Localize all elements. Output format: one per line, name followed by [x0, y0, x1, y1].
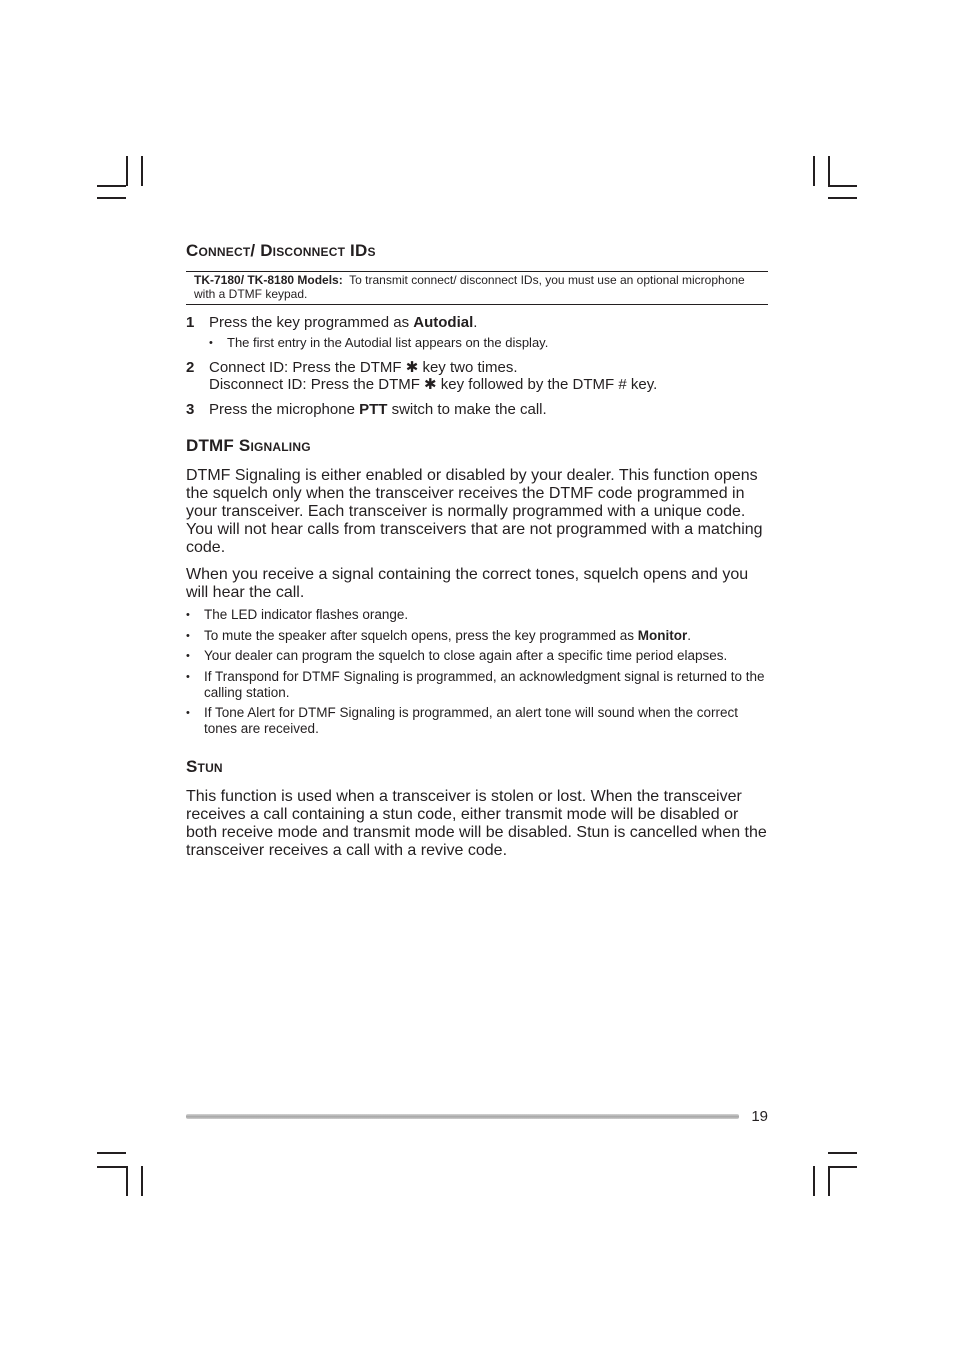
step-keyword: Autodial: [413, 314, 474, 331]
step-text: Press the microphone: [209, 401, 360, 418]
list-item: • If Transpond for DTMF Signaling is programmed, an acknowledgment signal is returned to the calling station.: [186, 669, 768, 701]
stun-paragraph: This function is used when a transceiver is stolen or lost. When the transceiver receives a call containing a stun code, either transmit mode will be disabled or both receive mode and transmit mode will be disabled. Stun is cancelled when the transceiver receives a call with a revive code.: [186, 788, 767, 859]
crop-mark: [828, 185, 857, 187]
section-heading-connect: Connect/ Disconnect IDs: [186, 241, 376, 260]
step-text: .: [473, 314, 478, 331]
dtmf-paragraph-2: When you receive a signal containing the correct tones, squelch opens and you will hear the call.: [186, 566, 749, 601]
footer-rule: [186, 1114, 739, 1119]
crop-mark: [828, 1166, 830, 1196]
crop-mark: [97, 197, 126, 199]
step-3: [186, 401, 768, 418]
step-1-bullet: • The first entry in the Autodial list appears on the display.: [209, 335, 768, 351]
crop-mark: [141, 156, 143, 186]
crop-mark: [97, 185, 126, 187]
step-text: Connect ID: Press the DTMF ✱ key two times.: [209, 359, 518, 376]
crop-mark: [97, 1152, 126, 1154]
step-number: 3: [186, 401, 195, 418]
crop-mark: [126, 1166, 128, 1196]
step-1: [186, 314, 768, 351]
dtmf-bullets: [186, 607, 768, 737]
dtmf-paragraph-1: DTMF Signaling is either enabled or disabled by your dealer. This function opens the squelch only when the transceiver receives the DTMF code programmed in your transceiver. Each transceiver is normally programmed with a unique code. You will not hear calls from transceivers that are not programmed with a matching code.: [186, 467, 763, 556]
crop-mark: [97, 1166, 126, 1168]
step-text: switch to make the call.: [387, 401, 547, 418]
crop-mark: [828, 1166, 857, 1168]
page-number: 19: [751, 1108, 768, 1125]
page-content: [186, 240, 768, 869]
crop-mark: [126, 156, 128, 186]
crop-mark: [141, 1166, 143, 1196]
crop-mark: [828, 197, 857, 199]
step-2: [186, 359, 768, 393]
section-heading-stun: Stun: [186, 757, 223, 776]
step-number: 2: [186, 359, 195, 376]
crop-mark: [813, 1166, 815, 1196]
list-item: • Your dealer can program the squelch to close again after a specific time period elapses.: [186, 648, 768, 664]
bullet-text: .: [687, 627, 691, 643]
step-text: Press the key programmed as: [209, 314, 414, 331]
note-label: TK-7180/ TK-8180 Models:: [194, 273, 343, 287]
bullet-keyword: Monitor: [637, 627, 688, 643]
note-text: To transmit connect/ disconnect IDs, you must use an optional microphone with a DTMF keypad.: [194, 273, 745, 301]
crop-mark: [828, 156, 830, 186]
step-keyword: PTT: [359, 401, 388, 418]
crop-mark: [813, 156, 815, 186]
section-heading-dtmf: DTMF Signaling: [186, 436, 311, 455]
list-item: • If Tone Alert for DTMF Signaling is programmed, an alert tone will sound when the correct tones are received.: [186, 705, 768, 737]
list-item: • The LED indicator flashes orange.: [186, 607, 768, 623]
list-item: [186, 628, 768, 644]
step-text: Disconnect ID: Press the DTMF ✱ key followed by the DTMF # key.: [209, 376, 658, 393]
bullet-text: To mute the speaker after squelch opens, press the key programmed as: [204, 627, 638, 643]
step-number: 1: [186, 314, 195, 331]
model-note: [186, 271, 768, 305]
connect-steps: [186, 314, 768, 418]
crop-mark: [828, 1152, 857, 1154]
